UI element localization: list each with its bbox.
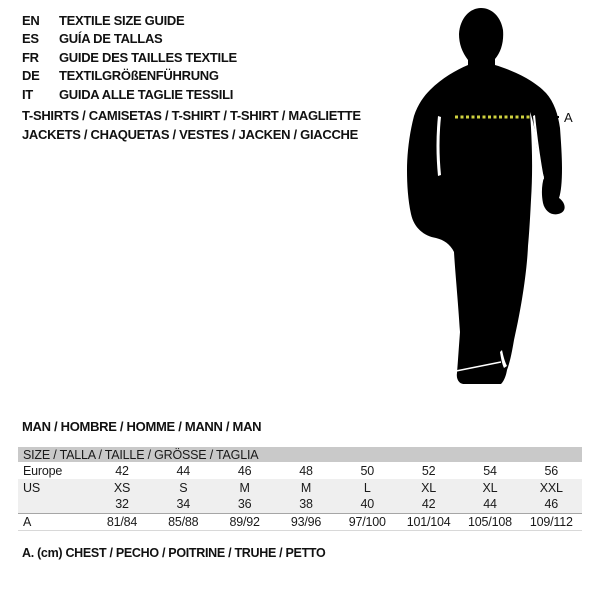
table-cell: 48 [299,463,313,478]
language-row-it [22,85,237,104]
language-label: GUIDA ALLE TAGLIE TESSILI [59,86,234,102]
table-cell: 54 [483,463,497,478]
table-cell: S [153,479,214,496]
table-cell: 44 [459,496,520,513]
table-cell: XL [459,479,520,496]
man-silhouette-figure [400,0,600,400]
table-cell: 36 [214,496,275,513]
measurement-footnote: A. (cm) CHEST / PECHO / POITRINE / TRUHE / PETTO [22,546,326,560]
language-list [22,11,237,104]
man-silhouette [400,0,600,400]
table-row-chest-a [18,513,582,530]
table-cell: 34 [153,496,214,513]
measure-label-a: A [564,110,573,125]
category-list [22,107,361,144]
table-cell: 40 [337,496,398,513]
language-row-fr [22,48,237,67]
language-label: TEXTILE SIZE GUIDE [59,12,185,28]
table-row-us [18,479,582,496]
table-cell: 42 [115,463,129,478]
table-cell: L [337,479,398,496]
table-cell: 46 [237,463,252,478]
table-cell: 97/100 [337,513,398,530]
man-body-shape [407,8,565,384]
table-cell: 105/108 [459,513,520,530]
table-cell: 50 [360,463,375,478]
language-label: GUÍA DE TALLAS [59,31,163,47]
row-label: A [18,513,91,530]
table-cell: 44 [176,463,191,478]
table-cell: M [275,479,336,496]
table-cell: 89/92 [214,513,275,530]
table-cell: 85/88 [153,513,214,530]
table-cell: 46 [521,496,582,513]
table-cell: 109/112 [521,513,582,530]
language-code: ES [22,31,39,47]
table-cell: 38 [275,496,336,513]
language-code: FR [22,49,39,65]
language-row-en [22,11,237,30]
table-cell: XXL [521,479,582,496]
table-cell: 42 [398,496,459,513]
table-cell: XL [398,479,459,496]
row-label [18,496,91,513]
language-row-es [22,30,237,49]
table-row-europe [18,462,582,479]
table-cell: XS [91,479,152,496]
table-cell: 101/104 [398,513,459,530]
size-table-container [18,447,582,531]
section-title-man: MAN / HOMBRE / HOMME / MANN / MAN [22,419,262,434]
size-table-header: SIZE / TALLA / TAILLE / GRÖSSE / TAGLIA [18,447,582,462]
table-cell: M [214,479,275,496]
language-code: IT [22,86,33,102]
table-cell: 32 [91,496,152,513]
table-cell: 81/84 [91,513,152,530]
size-table [18,447,582,531]
language-label: GUIDE DES TAILLES TEXTILE [59,49,237,65]
language-row-de [22,67,237,86]
table-cell: 56 [544,463,559,478]
language-code: EN [22,12,40,28]
size-table-header-row [18,447,582,462]
row-label: US [18,479,91,496]
language-code: DE [22,68,40,84]
category-line-tshirts: T-SHIRTS / CAMISETAS / T-SHIRT / T-SHIRT / MAGLIETTE [22,108,361,123]
table-cell: 93/96 [275,513,336,530]
language-label: TEXTILGRÖßENFÜHRUNG [59,68,219,84]
row-label: Europe [23,463,63,478]
category-line-jackets: JACKETS / CHAQUETAS / VESTES / JACKEN / GIACCHE [22,126,358,142]
table-cell: 52 [421,463,436,478]
table-row-us-numeric [18,496,582,513]
